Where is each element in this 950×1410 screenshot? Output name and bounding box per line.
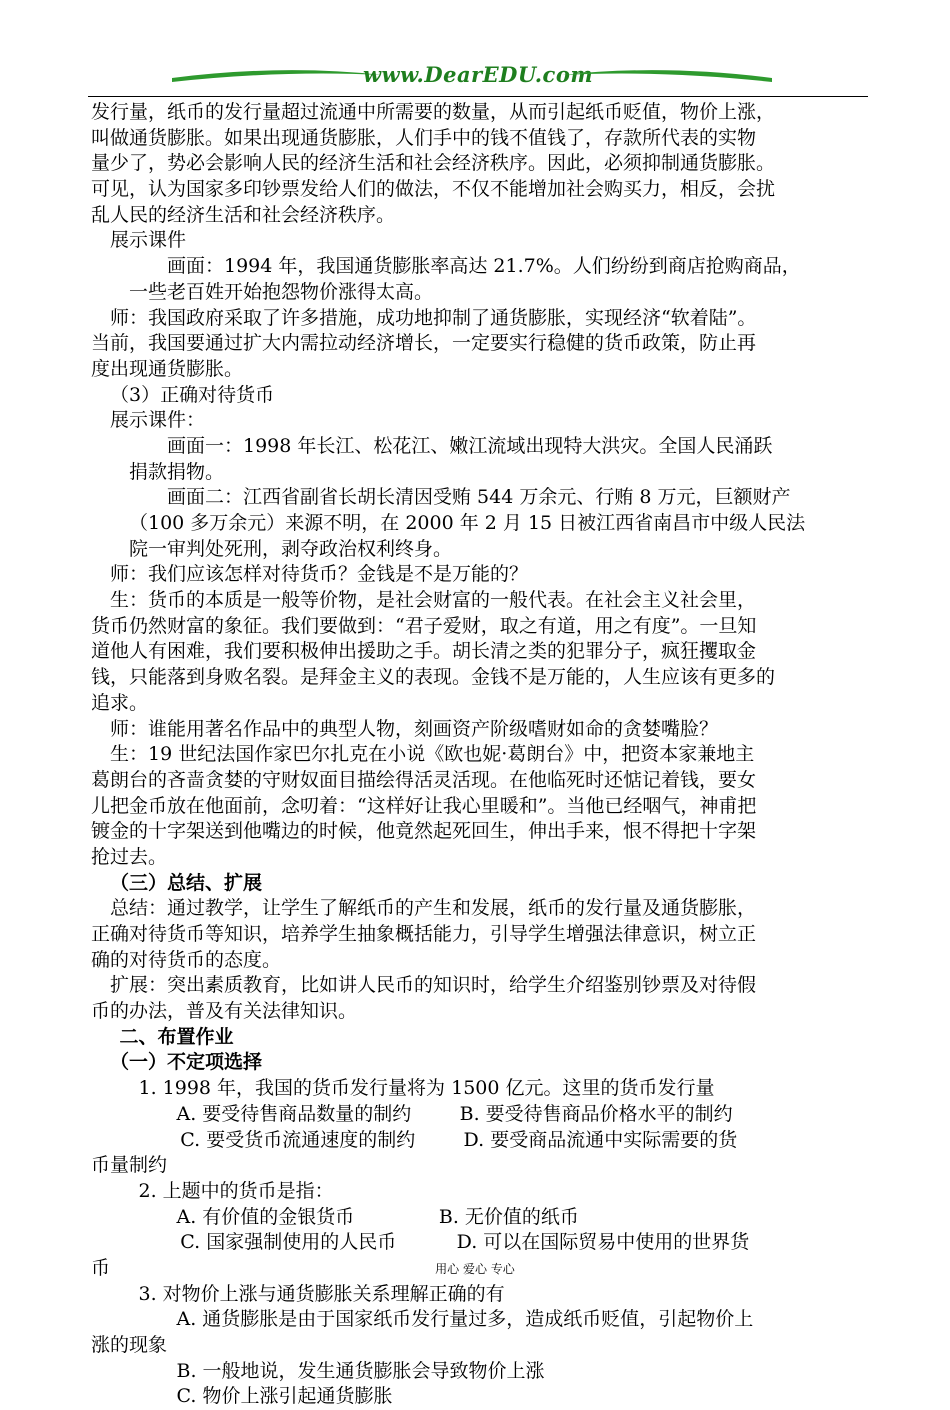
text-line: 抢过去。 [91, 845, 168, 868]
text-line: C. 物价上涨引起通货膨胀 [176, 1385, 393, 1408]
text-line: 镀金的十字架送到他嘴边的时候，他竟然起死回生，伸出手来，恨不得把十字架 [91, 820, 757, 843]
text-line: A. 要受待售商品数量的制约 B. 要受待售商品价格水平的制约 [176, 1102, 733, 1125]
text-line: 2. 上题中的货币是指： [138, 1179, 334, 1202]
text-line: 捐款捐物。 [129, 460, 225, 483]
text-line: 量少了，势必会影响人民的经济生活和社会经济秩序。因此，必须抑制通货膨胀。 [91, 152, 776, 175]
text-line: 儿把金币放在他面前，念叨着：“这样好让我心里暖和”。当他已经咽气，神甫把 [91, 794, 757, 817]
text-line: 确的对待货币的态度。 [91, 948, 282, 971]
right-swoosh-icon [562, 66, 772, 88]
text-line: B. 一般地说，发生通货膨胀会导致物价上涨 [176, 1359, 545, 1382]
text-line: （一）不定项选择 [110, 1051, 263, 1074]
text-line: A. 通货膨胀是由于国家纸币发行量过多，造成纸币贬值，引起物价上 [176, 1308, 754, 1331]
page-header [88, 56, 868, 104]
text-line: 可见，认为国家多印钞票发给人们的做法，不仅不能增加社会购买力，相反，会扰 [91, 178, 776, 201]
text-line: 发行量，纸币的发行量超过流通中所需要的数量，从而引起纸币贬值，物价上涨， [91, 101, 776, 123]
text-line: （100 多万余元）来源不明，在 2000 年 2 月 15 日被江西省南昌市中级人民法 [129, 512, 806, 534]
text-line: 度出现通货膨胀。 [91, 357, 244, 380]
text-line: C. 国家强制使用的人民币 D. 可以在国际贸易中使用的世界货 [180, 1231, 750, 1254]
text-line: 正确对待货币等知识，培养学生抽象概括能力，引导学生增强法律意识，树立正 [91, 923, 757, 945]
text-line: 展示课件 [110, 229, 187, 252]
text-line: 展示课件： [110, 409, 206, 432]
text-line: 生：货币的本质是一般等价物，是社会财富的一般代表。在社会主义社会里， [110, 589, 757, 612]
text-line: 币量制约 [91, 1154, 168, 1177]
text-line: 师：我国政府采取了许多措施，成功地抑制了通货膨胀，实现经济“软着陆”。 [110, 306, 757, 329]
body-text [91, 100, 881, 1410]
text-line: 涨的现象 [91, 1334, 168, 1356]
text-line: 院一审判处死刑，剥夺政治权利终身。 [129, 537, 453, 560]
text-line: 扩展：突出素质教育，比如讲人民币的知识时，给学生介绍鉴别钞票及对待假 [110, 974, 757, 997]
text-line: 3. 对物价上涨与通货膨胀关系理解正确的有 [138, 1282, 505, 1305]
page-footer: 用心 爱心 专心 [435, 1262, 515, 1276]
text-line: 生：19 世纪法国作家巴尔扎克在小说《欧也妮·葛朗台》中，把资本家兼地主 [110, 743, 755, 766]
text-line: 货币仍然财富的象征。我们要做到：“君子爱财，取之有道，用之有度”。一旦知 [91, 614, 757, 637]
text-line: （3）正确对待货币 [110, 383, 275, 406]
text-line: A. 有价值的金银货币 B. 无价值的纸币 [176, 1205, 579, 1228]
text-line: 1. 1998 年，我国的货币发行量将为 1500 亿元。这里的货币发行量 [138, 1077, 715, 1100]
text-line: 钱，只能落到身败名裂。是拜金主义的表现。金钱不是万能的，人生应该有更多的 [91, 666, 776, 689]
text-line: C. 要受货币流通速度的制约 D. 要受商品流通中实际需要的货 [180, 1128, 738, 1151]
text-line: 画面一：1998 年长江、松花江、嫩江流域出现特大洪灾。全国人民涌跃 [167, 434, 773, 457]
text-line: 师：我们应该怎样对待货币？金钱是不是万能的？ [110, 563, 529, 586]
text-line: 币的办法，普及有关法律知识。 [91, 1000, 358, 1023]
text-line: 一些老百姓开始抱怨物价涨得太高。 [129, 280, 434, 303]
text-line: 币 [91, 1256, 111, 1279]
header-rule [88, 96, 868, 97]
text-line: 二、布置作业 [119, 1025, 234, 1048]
site-brand: www.DearEDU.com [362, 62, 594, 87]
text-line: 叫做通货膨胀。如果出现通货膨胀，人们手中的钱不值钱了，存款所代表的实物 [91, 126, 757, 149]
text-line: 葛朗台的吝啬贪婪的守财奴面目描绘得活灵活现。在他临死时还惦记着钱，要女 [91, 768, 757, 791]
text-line: 乱人民的经济生活和社会经济秩序。 [91, 203, 396, 226]
text-line: （三）总结、扩展 [110, 871, 263, 894]
text-line: 道他人有困难，我们要积极伸出援助之手。胡长清之类的犯罪分子，疯狂攫取金 [91, 640, 757, 663]
text-line: 追求。 [91, 691, 149, 714]
text-line: 画面二：江西省副省长胡长清因受贿 544 万余元、行贿 8 万元，巨额财产 [167, 486, 791, 509]
text-line: 画面：1994 年，我国通货膨胀率高达 21.7%。人们纷纷到商店抢购商品， [167, 255, 801, 278]
text-line: 总结：通过教学，让学生了解纸币的产生和发展，纸币的发行量及通货膨胀， [110, 897, 757, 920]
text-line: 当前，我国要通过扩大内需拉动经济增长，一定要实行稳健的货币政策，防止再 [91, 332, 757, 355]
text-line: 师：谁能用著名作品中的典型人物，刻画资产阶级嗜财如命的贪婪嘴脸？ [110, 717, 719, 740]
